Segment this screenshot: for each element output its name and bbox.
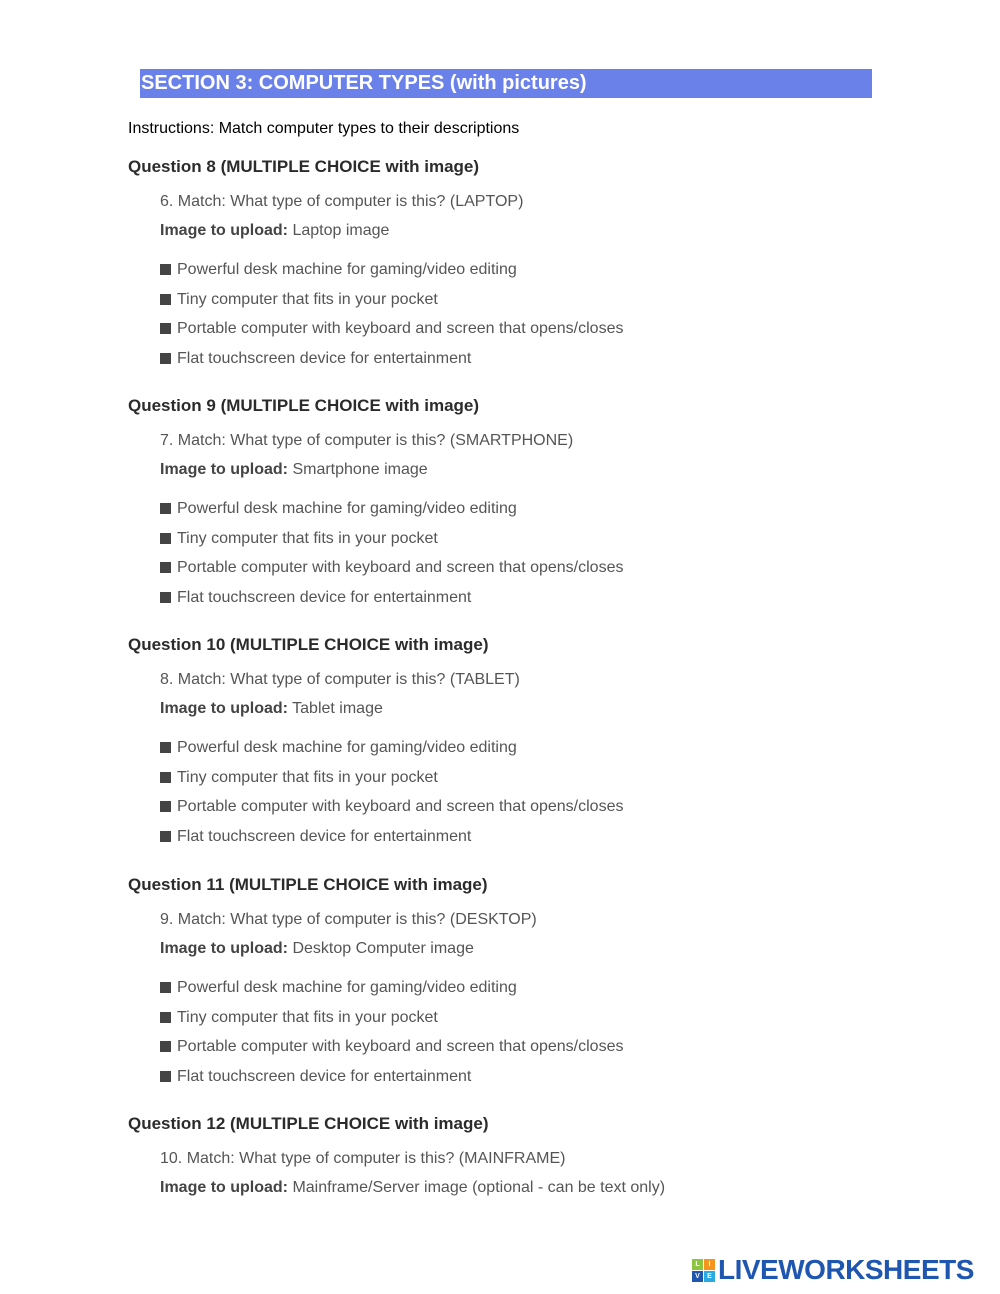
image-upload-value: Laptop image <box>292 222 390 239</box>
answer-option-text: Tiny computer that fits in your pocket <box>177 768 438 786</box>
answer-option-text: Flat touchscreen device for entertainment <box>177 827 472 845</box>
answer-option[interactable] <box>160 558 623 578</box>
section-title: SECTION 3: COMPUTER TYPES (with pictures) <box>141 72 587 94</box>
question-heading: Question 10 (MULTIPLE CHOICE with image) <box>128 635 489 654</box>
image-upload-line <box>160 460 428 480</box>
square-bullet-icon <box>160 1071 171 1082</box>
answer-option-text: Powerful desk machine for gaming/video editing <box>177 739 517 756</box>
answer-option[interactable] <box>160 797 623 817</box>
answer-option[interactable] <box>160 529 438 549</box>
question-heading: Question 9 (MULTIPLE CHOICE with image) <box>128 396 480 415</box>
answer-option-text: Portable computer with keyboard and screen that opens/closes <box>177 1038 624 1055</box>
square-bullet-icon <box>160 982 171 993</box>
logo-text: LIVEWORKSHEETS <box>718 1254 974 1285</box>
answer-option[interactable] <box>160 588 471 608</box>
question-text: 8. Match: What type of computer is this? (TABLET) <box>160 671 520 688</box>
square-bullet-icon <box>160 323 171 334</box>
answer-option-text: Powerful desk machine for gaming/video editing <box>177 500 517 517</box>
answer-option-text: Portable computer with keyboard and screen that opens/closes <box>177 559 624 576</box>
section-header <box>140 69 872 98</box>
square-bullet-icon <box>160 353 171 364</box>
answer-option-text: Flat touchscreen device for entertainment <box>177 349 472 367</box>
square-bullet-icon <box>160 831 171 842</box>
image-upload-label: Image to upload: <box>160 940 288 957</box>
question-text: 6. Match: What type of computer is this? (LAPTOP) <box>160 193 524 210</box>
square-bullet-icon <box>160 294 171 305</box>
logo-mark-letter: E <box>704 1271 715 1282</box>
image-upload-line <box>160 221 389 241</box>
answer-option[interactable] <box>160 827 471 847</box>
answer-option[interactable] <box>160 1008 438 1028</box>
answer-option[interactable] <box>160 1037 623 1057</box>
answer-option-text: Flat touchscreen device for entertainment <box>177 588 472 606</box>
logo-mark-letter: V <box>692 1271 703 1282</box>
logo-mark-letter: L <box>692 1259 703 1270</box>
question-text: 7. Match: What type of computer is this? (SMARTPHONE) <box>160 432 574 449</box>
image-upload-label: Image to upload: <box>160 700 288 717</box>
answer-option[interactable] <box>160 349 471 369</box>
answer-option-text: Flat touchscreen device for entertainment <box>177 1067 472 1085</box>
square-bullet-icon <box>160 742 171 753</box>
answer-option-text: Portable computer with keyboard and screen that opens/closes <box>177 320 624 337</box>
answer-option[interactable] <box>160 319 623 339</box>
image-upload-label: Image to upload: <box>160 222 288 239</box>
answer-option-text: Powerful desk machine for gaming/video editing <box>177 261 517 278</box>
image-upload-value: Mainframe/Server image (optional - can be text only) <box>292 1179 666 1196</box>
instructions: Instructions: Match computer types to their descriptions <box>128 120 520 137</box>
image-upload-label: Image to upload: <box>160 461 288 478</box>
square-bullet-icon <box>160 772 171 783</box>
answer-option[interactable] <box>160 1067 471 1087</box>
question-text: 9. Match: What type of computer is this? (DESKTOP) <box>160 911 537 928</box>
question-heading: Question 11 (MULTIPLE CHOICE with image) <box>128 875 488 894</box>
answer-option[interactable] <box>160 978 517 998</box>
question-text: 10. Match: What type of computer is this? (MAINFRAME) <box>160 1150 566 1167</box>
answer-option[interactable] <box>160 499 517 519</box>
square-bullet-icon <box>160 1041 171 1052</box>
liveworksheets-logo <box>692 1256 974 1284</box>
image-upload-line <box>160 699 383 719</box>
image-upload-value: Smartphone image <box>292 461 428 478</box>
logo-mark-letter: I <box>704 1259 715 1270</box>
square-bullet-icon <box>160 1012 171 1023</box>
image-upload-value: Tablet image <box>292 700 383 717</box>
question-heading: Question 8 (MULTIPLE CHOICE with image) <box>128 157 480 176</box>
square-bullet-icon <box>160 264 171 275</box>
square-bullet-icon <box>160 503 171 514</box>
answer-option-text: Powerful desk machine for gaming/video editing <box>177 979 517 996</box>
answer-option[interactable] <box>160 290 438 310</box>
logo-mark-icon <box>692 1259 715 1282</box>
image-upload-line <box>160 939 474 959</box>
answer-option[interactable] <box>160 260 517 280</box>
image-upload-label: Image to upload: <box>160 1179 288 1196</box>
square-bullet-icon <box>160 592 171 603</box>
answer-option[interactable] <box>160 738 517 758</box>
question-heading: Question 12 (MULTIPLE CHOICE with image) <box>128 1114 489 1133</box>
answer-option[interactable] <box>160 768 438 788</box>
image-upload-line <box>160 1178 665 1198</box>
answer-option-text: Tiny computer that fits in your pocket <box>177 1008 438 1026</box>
answer-option-text: Portable computer with keyboard and screen that opens/closes <box>177 798 624 815</box>
answer-option-text: Tiny computer that fits in your pocket <box>177 290 438 308</box>
square-bullet-icon <box>160 533 171 544</box>
square-bullet-icon <box>160 801 171 812</box>
image-upload-value: Desktop Computer image <box>292 940 474 957</box>
square-bullet-icon <box>160 562 171 573</box>
answer-option-text: Tiny computer that fits in your pocket <box>177 529 438 547</box>
